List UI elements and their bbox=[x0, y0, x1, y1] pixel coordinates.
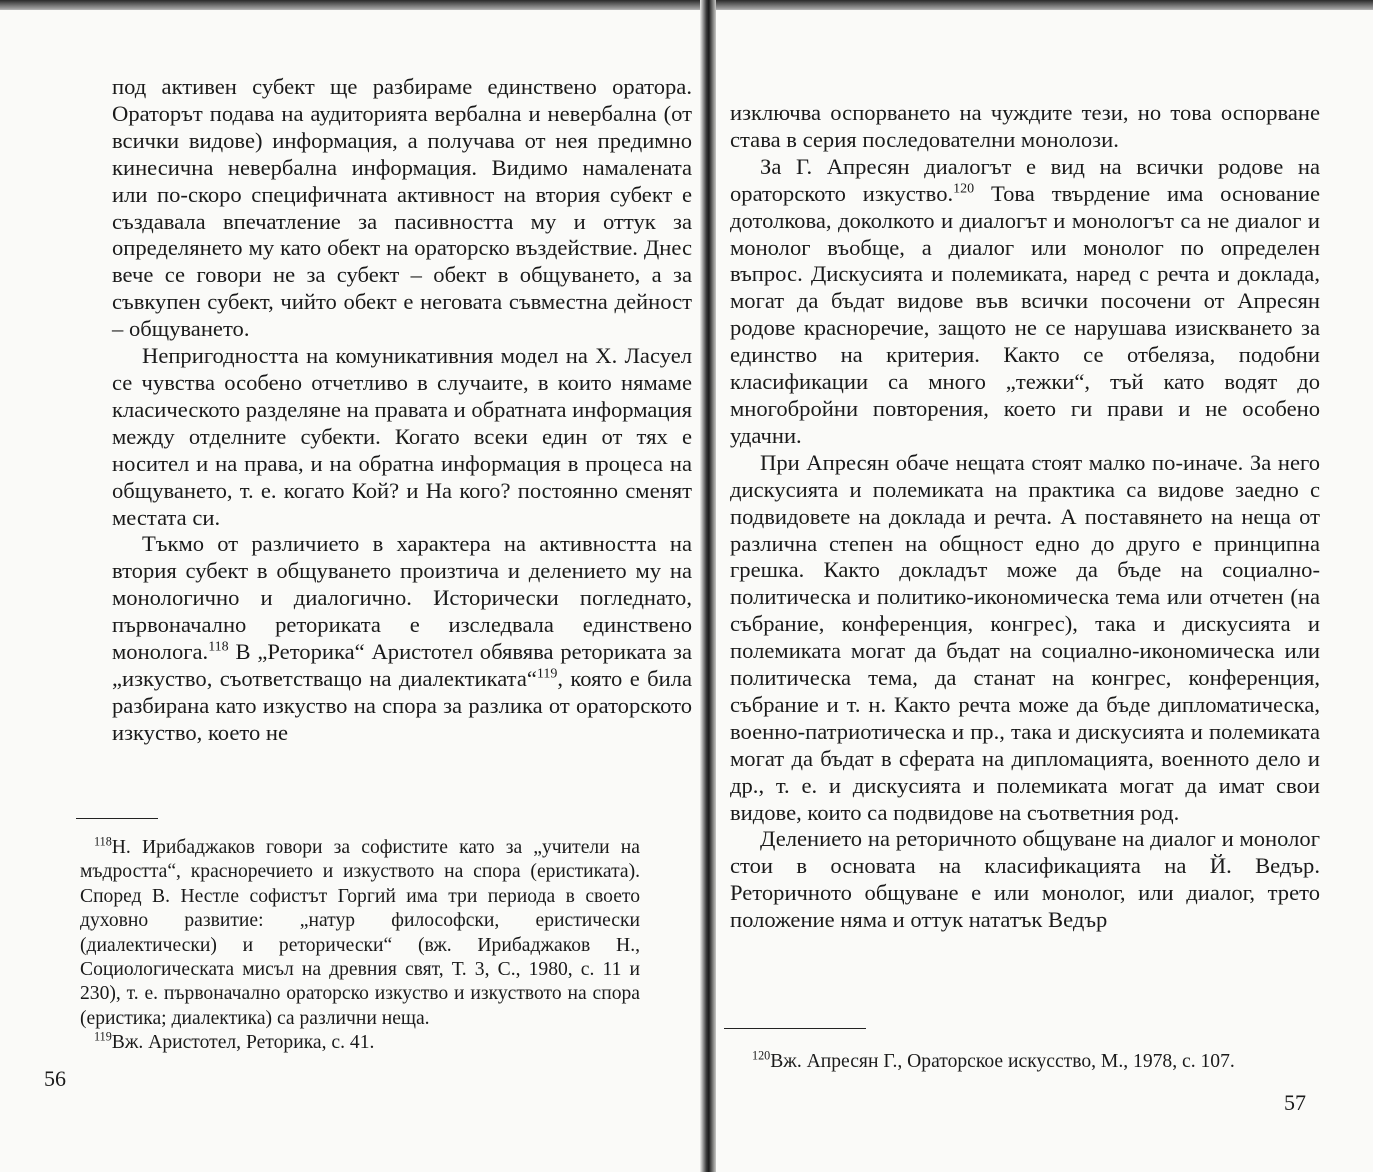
left-paragraph-3-part-3: , която е била разбирана като изкуство на спора за разлика от ораторското изкуство, което не bbox=[112, 665, 692, 745]
right-paragraph-2-part-2: Това твърдение има основание дотолкова, доколкото и диалогът и монологът са не диалог и монолог въобще, а диалог или монолог по определен въпрос. Дискусията и полемиката, наред с речта и доклада, могат да бъдат видове във всички посочени от Апресян родове красноречие, защото не се нарушава изискването за единство на критерия. Както се отбеляза, подобни класификации са много „тежки“, тъй като водят до многобройни повторения, което ги прави и не особено удачни. bbox=[730, 180, 1321, 448]
book-gutter bbox=[700, 0, 716, 1172]
footnote-120 bbox=[752, 1050, 1312, 1074]
left-page-body bbox=[112, 74, 692, 747]
left-footnote-rule bbox=[76, 818, 158, 819]
right-paragraph-1: изключва оспорването на чуждите тези, но това оспорване става в серия последователни монолози. bbox=[730, 100, 1320, 152]
left-page bbox=[0, 10, 700, 1172]
right-paragraph-2 bbox=[730, 154, 1320, 450]
left-paragraph-3-part-1: Тъкмо от различието в характера на активността на втория субект в общуването произтича и делението му на монологично и диалогично. Исторически погледнато, първоначално реториката е изследвала единствено монолога. bbox=[112, 531, 692, 665]
left-paragraph-2: Непригодността на комуникативния модел на Х. Ласуел се чувства особено отчетливо в случаите, в които нямаме класическото разделяне на правата и обратната информация между отделните субекти. Когато всеки един от тях е носител и на права, и на обратна информация в процеса на общуването, т. е. когато Кой? и На кого? постоянно сменят местата си. bbox=[112, 343, 692, 530]
right-paragraph-3: При Апресян обаче нещата стоят малко по-иначе. За него дискусията и полемиката на практика са видове заедно с подвидовете на доклада и речта. А поставянето на неща от различна степен на общност едно до друго е принципна грешка. Както докладът може да бъде на социално-политическа и политико-икономическа тема или отчетен (на събрание, конференция, конгрес), така и дискусията и полемиката могат да бъдат на социално-икономическа или политическа тема, да станат на конгрес, конференция, събрание и т. н. Както речта може да бъде дипломатическа, военно-патриотическа и пр., така и дискусията и полемиката могат да бъдат в сферата на дипломацията, военното дело и др., т. е. и дискусията и полемиката могат да имат свои видове, които са подвидове на съответния род. bbox=[730, 449, 1320, 825]
right-footnotes bbox=[752, 1050, 1312, 1074]
right-paragraph-2-part-1: За Г. Апресян диалогът е вид на всички родове на ораторското изкуство. bbox=[730, 153, 1320, 206]
footnote-119-text: Вж. Аристотел, Реторика, с. 41. bbox=[111, 1032, 375, 1054]
footnote-ref-118: 118 bbox=[208, 639, 229, 655]
right-footnote-rule bbox=[724, 1028, 866, 1029]
right-page bbox=[716, 10, 1373, 1172]
right-paragraph-4: Делението на реторичното общуване на диалог и монолог стои в основата на класификацията на Й. Ведър. Реторичното общуване е или монолог, или диалог, трето положение няма и оттук нататък Ведър bbox=[730, 826, 1320, 933]
left-page-number: 56 bbox=[44, 1066, 66, 1091]
right-page-body bbox=[730, 100, 1320, 934]
footnote-118-text: Н. Ирибаджаков говори за софистите като за „учители на мъдростта“, красноречието и изкуството на спора (еристиката). Според В. Нестле софистът Горгий има три периода в своето духовно развитие: „натур философски, еристически (диалектически) и реторически“ (вж. Ирибаджаков Н., Социологическата мисъл на древния свят, Т. 3, С., 1980, с. 11 и 230), т. е. първоначално ораторско изкуство и изкуството на спора (еристика; диалектика) са различни неща. bbox=[80, 837, 640, 1029]
footnote-119 bbox=[80, 1031, 640, 1055]
footnote-118 bbox=[80, 836, 640, 1031]
left-footnotes bbox=[80, 836, 640, 1056]
left-paragraph-3 bbox=[112, 531, 692, 746]
left-paragraph-3-part-2: В „Реторика“ Аристотел обявява реториката за „изкуство, съответстващо на диалектиката“ bbox=[112, 639, 692, 691]
footnote-119-marker: 119 bbox=[94, 1029, 112, 1044]
left-paragraph-1: под активен субект ще разбираме единствено оратора. Ораторът подава на аудиторията вербална и невербална (от всички видове) информация, а получава от нея предимно кинесична невербална информация. Видимо намалената или по-скоро специфичната активност на втория субект е създавала впечатление за пасивността му и оттук за определянето му като обект на ораторско въздействие. Днес вече се говори не за субект – обект в общуването, а за съвкупен субект, чийто обект е неговата съвместна дейност – общуването. bbox=[112, 74, 692, 342]
footnote-ref-120: 120 bbox=[953, 181, 975, 197]
footnote-118-marker: 118 bbox=[94, 834, 112, 849]
footnote-ref-119: 119 bbox=[536, 666, 558, 682]
right-page-number: 57 bbox=[1284, 1090, 1306, 1115]
footnote-120-text: Вж. Апресян Г., Ораторское искусство, М., 1978, с. 107. bbox=[770, 1051, 1235, 1072]
footnote-120-marker: 120 bbox=[752, 1048, 771, 1063]
